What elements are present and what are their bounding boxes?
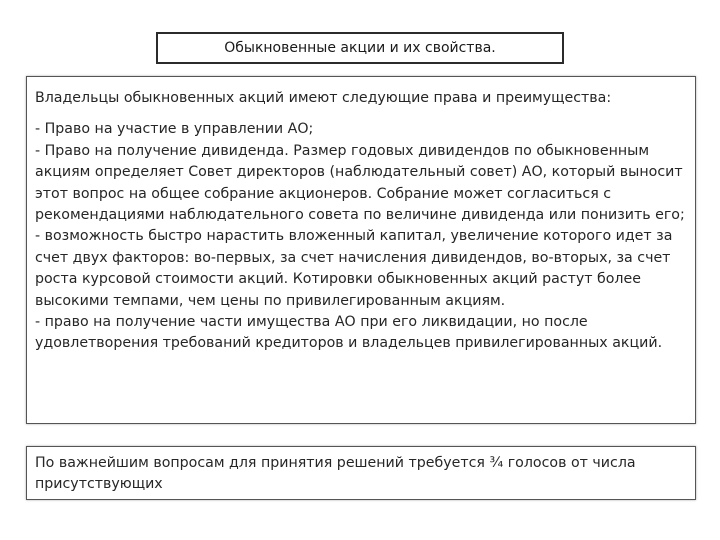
right-item-liquidation: - право на получение части имущества АО при его ликвидации, но после удовлетворения требований кредиторов и владельцев привилегированных акций.: [35, 314, 663, 352]
voting-note-text: По важнейшим вопросам для принятия решений требуется ¾ голосов от числа присутствующих: [35, 455, 636, 492]
right-item-capital-growth: - возможность быстро нарастить вложенный капитал, увеличение которого идет за счет двух факторов: во-первых, за счет начисления дивидендов, во-вторых, за счет роста курсовой стоимости акций. Котировки обыкновенных акций растут более высокими темпами, чем цены по привилегированным акциям.: [35, 228, 673, 309]
right-item-dividend: - Право на получение дивиденда. Размер годовых дивидендов по обыкновенным акциям определяет Совет директоров (наблюдательный совет) АО, который выносит этот вопрос на общее собрание акционеров. Собрание может согласиться с рекомендациями наблюдательного совета по величине дивиденда или понизить его;: [35, 142, 685, 224]
slide-title-text: Обыкновенные акции и их свойства.: [224, 40, 496, 56]
voting-note-box: [26, 446, 696, 500]
rights-box: [26, 76, 696, 424]
rights-list: [35, 119, 687, 354]
slide-title: [156, 32, 564, 64]
rights-intro: Владельцы обыкновенных акций имеют следующие права и преимущества:: [35, 90, 612, 106]
right-item-management: - Право на участие в управлении АО;: [35, 121, 314, 138]
